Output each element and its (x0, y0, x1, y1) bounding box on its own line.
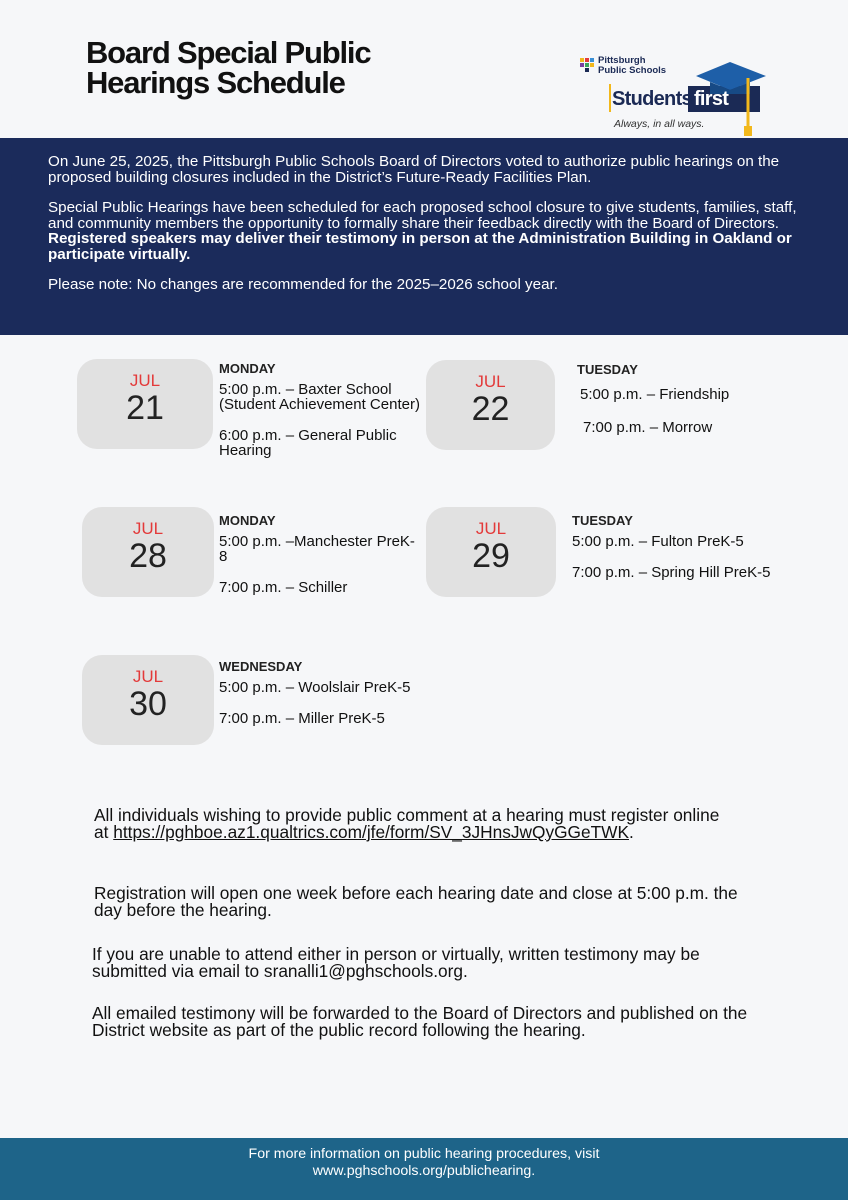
hearing-details (219, 659, 419, 742)
calendar-day: 30 (129, 685, 167, 723)
district-name: Pittsburgh Public Schools (598, 55, 667, 76)
calendar-month: JUL (475, 372, 506, 391)
calendar-month: JUL (132, 519, 164, 538)
intro-emphasis: Registered speakers may deliver their testimony in person at the Administration Building in Oakland or participate virtually. (48, 230, 792, 263)
intro-paragraph-3: Please note: No changes are recommended for the 2025–2026 school year. (48, 276, 558, 293)
weekday: MONDAY (219, 513, 276, 528)
hearing-details (572, 513, 822, 596)
slogan: Students first (612, 88, 729, 110)
weekday: TUESDAY (577, 362, 638, 377)
footer-website: www.pghschools.org/publichearing. (312, 1163, 536, 1179)
calendar-day: 22 (471, 390, 510, 428)
title-line-2: Hearings Schedule (86, 65, 345, 100)
time-slot: 7:00 p.m. – Schiller (219, 579, 348, 596)
intro-section (0, 138, 848, 335)
weekday: MONDAY (219, 361, 276, 376)
pixel-mark-icon (580, 58, 594, 72)
registration-window: Registration will open one week before each hearing date and close at 5:00 p.m. the day before the hearing. (94, 883, 738, 920)
testimony-forwarding-note: All emailed testimony will be forwarded to the Board of Directors and published on the District website as part of the public record following the hearing. (92, 1003, 748, 1040)
time-slot: 6:00 p.m. – General Public Hearing (219, 427, 397, 459)
intro-paragraph-1: On June 25, 2025, the Pittsburgh Public Schools Board of Directors voted to authorize public hearings on the proposed building closures included in the District’s Future-Ready Facilities Plan. (48, 153, 780, 186)
weekday: WEDNESDAY (219, 659, 303, 674)
calendar-day: 28 (129, 537, 167, 575)
time-slot: 7:00 p.m. – Morrow (583, 419, 713, 436)
calendar-badge (82, 507, 214, 597)
registration-instructions: All individuals wishing to provide public comment at a hearing must register online at https://pghboe.az1.qualtrics.com/jfe/form/SV_3JHnsJwQyGGeTWK. (94, 805, 720, 842)
page-title (86, 35, 371, 100)
time-slot: 7:00 p.m. – Miller PreK-5 (219, 710, 385, 727)
time-slot: 5:00 p.m. –Manchester PreK-8 (219, 533, 415, 565)
pps-logo (576, 48, 776, 144)
calendar-badge (77, 359, 213, 449)
calendar-day: 29 (472, 537, 510, 575)
time-slot: 5:00 p.m. – Baxter School (Student Achievement Center) (219, 381, 420, 413)
hearing-details (577, 362, 807, 451)
calendar-day: 21 (126, 389, 164, 427)
hearing-details (219, 513, 419, 611)
title-line-1: Board Special Public (86, 35, 371, 70)
registration-link[interactable]: https://pghboe.az1.qualtrics.com/jfe/form/SV_3JHnsJwQyGGeTWK (113, 822, 629, 842)
calendar-month: JUL (129, 371, 161, 390)
intro-paragraph-2: Special Public Hearings have been scheduled for each proposed school closure to give students, families, staff, and community members the opportunity to formally share their feedback directly with the Board of Directors. Registered speakers may deliver their testimony in person at the Administration Building in Oakland or participate virtually. (48, 199, 797, 263)
time-slot: 5:00 p.m. – Friendship (580, 386, 730, 403)
footer-line-1: For more information on public hearing procedures, visit (248, 1146, 600, 1162)
calendar-month: JUL (475, 519, 507, 538)
calendar-month: JUL (132, 667, 164, 686)
hearing-details (219, 361, 433, 474)
time-slot: 5:00 p.m. – Woolslair PreK-5 (219, 679, 411, 696)
time-slot: 7:00 p.m. – Spring Hill PreK-5 (572, 564, 771, 581)
weekday: TUESDAY (572, 513, 633, 528)
written-testimony-note: If you are unable to attend either in person or virtually, written testimony may be submitted via email to sranalli1@pghschools.org. (92, 944, 700, 981)
time-slot: 5:00 p.m. – Fulton PreK-5 (572, 533, 744, 550)
footer (0, 1138, 848, 1200)
tagline: Always, in all ways. (614, 118, 705, 130)
calendar-badge (82, 655, 214, 745)
calendar-badge (426, 360, 555, 450)
calendar-badge (426, 507, 556, 597)
